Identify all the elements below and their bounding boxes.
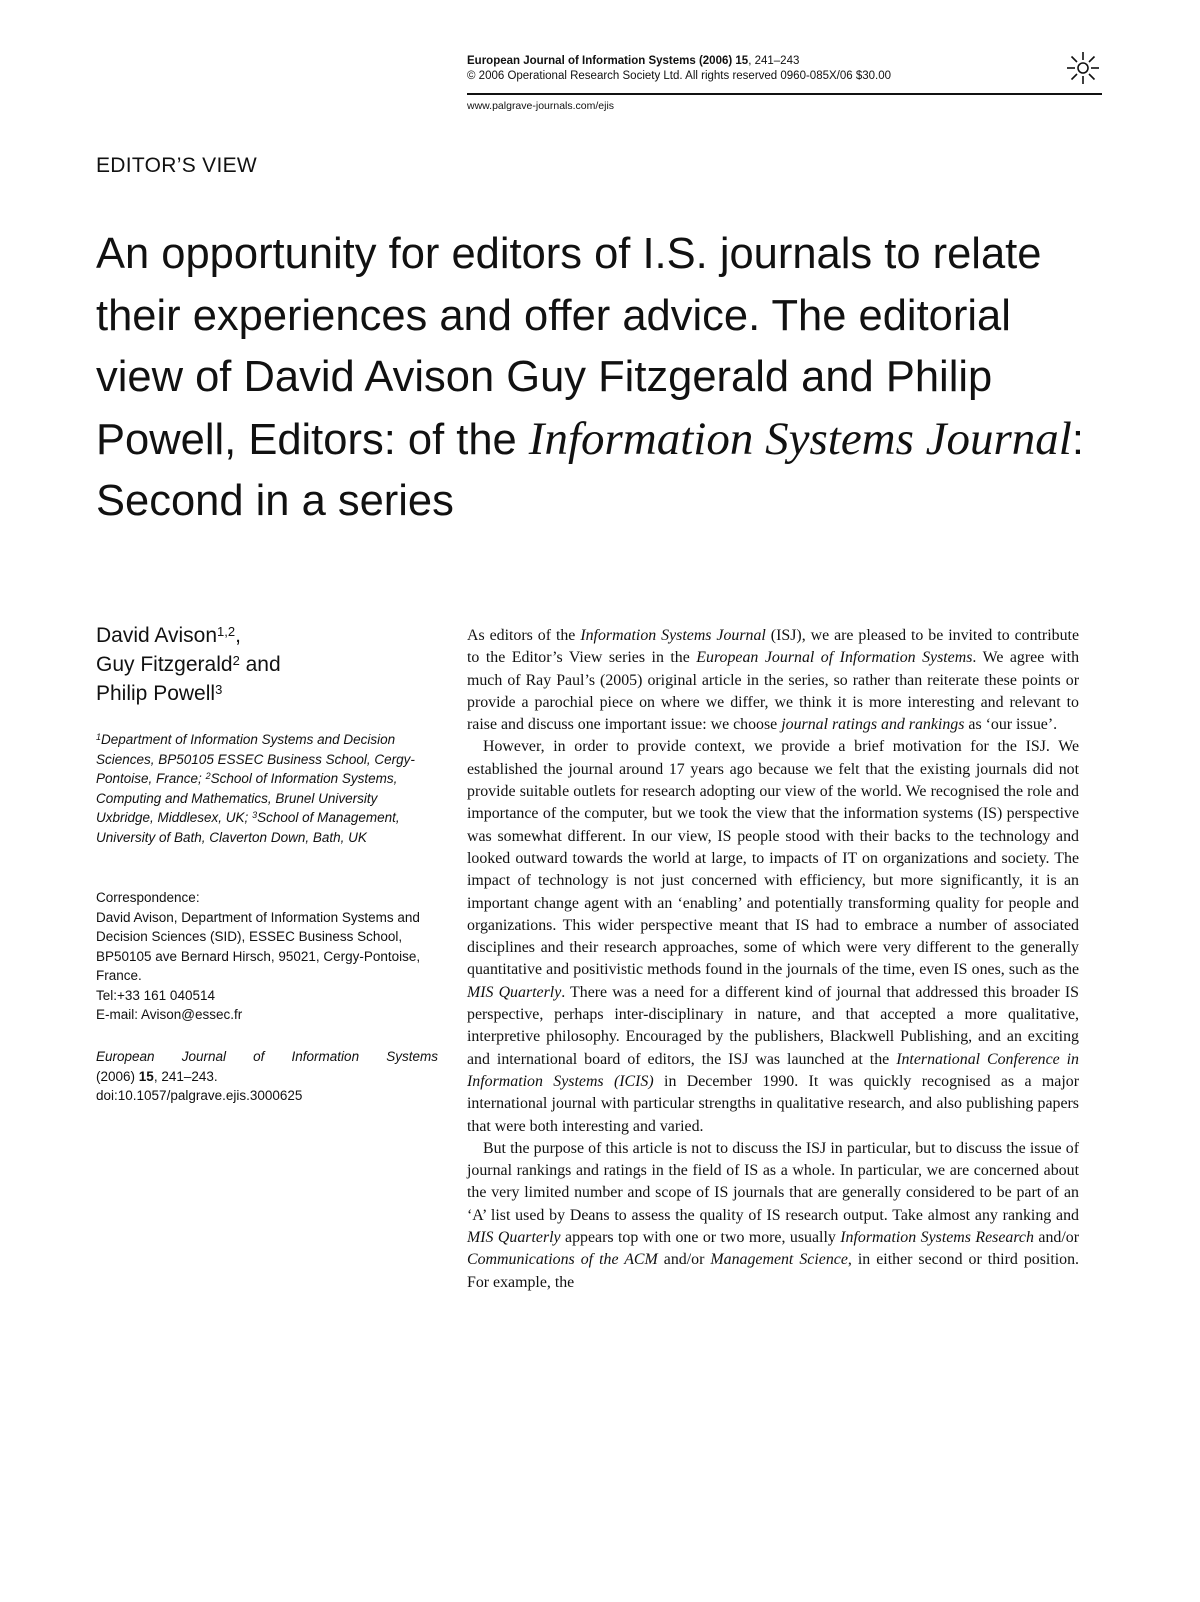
author-list (96, 621, 281, 708)
journal-url[interactable]: www.palgrave-journals.com/ejis (467, 100, 615, 112)
paragraph: As editors of the Information Systems Journal (ISJ), we are pleased to be invited to contribute to the Editor’s View series in the European Journal of Information Systems. We agree with much of Ray Paul’s (2005) original article in the series, so rather than reiterate these points or provide a parochial piece on where we differ, we think it is more interesting and relevant to raise and discuss one important issue: we choose journal ratings and rankings as ‘our issue’. (467, 627, 1080, 734)
title-part-1: An opportunity for editors of I.S. journals to relate their experiences and offer advice. The editorial view of David Avison Guy Fitzgerald and Philip Powell, Editors: of the (96, 230, 1042, 464)
title-italic: Information Systems Journal (528, 412, 1072, 465)
journal-volume: 15 (735, 55, 749, 67)
correspondence-address: David Avison, Department of Information Systems and Decision Sciences (SID), ESSEC Business School, BP50105 ave Bernard Hirsch, 95021, Cergy-Pontoise, France. (96, 909, 421, 983)
author-item: Guy Fitzgerald$^2$ and (96, 653, 281, 676)
citation-volume: 15 (138, 1068, 154, 1084)
section-label: EDITOR’S VIEW (96, 154, 258, 177)
affiliations: $^1$Department of Information Systems and Decision Sciences, BP50105 ESSEC Business School, Cergy-Pontoise, France; $^2$School of Information Systems, Computing and Mathematics, Brunel University Uxbridge, Middlesex, UK; $^3$School of Management, University of Bath, Claverton Down, Bath, UK (96, 732, 415, 845)
copyright-line: © 2006 Operational Research Society Ltd. All rights reserved 0960-085X/06 $30.00 (467, 70, 892, 82)
paragraph: However, in order to provide context, we provide a brief motivation for the ISJ. We established the journal around 17 years ago because we felt that the existing journals did not provide suitable outlets for research adopting our view of the world. We recognised the role and importance of the computer, but we took the view that the information systems (IS) perspective was somewhat different. In our view, IS people stood with their backs to the technology and looked outward towards the world at large, to impacts of IT on organizations and society. The impact of technology is not just concerned with efficiency, but more significantly, it is an important change agent with an ‘enabling’ and potentially transforming quality for people and organizations. This wider perspective meant that IS had to embrace a number of associated disciplines and their research approaches, some of which were very different to the generally quantitative and positivistic methods found in the journals of the time, even IS ones, such as the MIS Quarterly. There was a need for a different kind of journal that addressed this broader IS perspective, perhaps inter-disciplinary in nature, and that accepted a more qualitative, interpretive philosophy. Encouraged by the publishers, Blackwell Publishing, and an exciting and international board of editors, the ISJ was launched at the International Conference in Information Systems (ICIS) in December 1990. It was quickly recognised as a major international journal with particular strengths in qualitative research, and also publishing papers that were both interesting and varied. (467, 738, 1080, 1135)
publisher-logo-icon (1065, 50, 1101, 86)
affiliation-2: School of Information Systems, Computing and Mathematics, Brunel University Uxbridge, Middlesex, UK; (96, 771, 398, 825)
header-rule (467, 93, 1102, 95)
journal-pages: , 241–243 (748, 55, 800, 67)
paragraph: But the purpose of this article is not to discuss the ISJ in particular, but to discuss the issue of journal rankings and ratings in the field of IS as a whole. In particular, we are concerned about the very limited number and scope of IS journals that are generally considered to be part of an ‘A’ list used by Deans to assess the quality of IS research output. Take almost any ranking and MIS Quarterly appears top with one or two more, usually Information Systems Research and/or Communications of the ACM and/or Management Science, in either second or third position. For example, the (467, 1139, 1080, 1291)
author-item: David Avison$^{1,2}$, (96, 624, 241, 647)
running-header (467, 54, 1102, 112)
journal-name: European Journal of Information Systems (2006) (467, 55, 733, 67)
article-title (96, 224, 1096, 533)
title-part-2: : Second in a series (96, 415, 1084, 525)
affiliation-1: Department of Information Systems and Decision Sciences, BP50105 ESSEC Business School, Cergy-Pontoise, France; (96, 732, 415, 786)
author-item: Philip Powell$^3$ (96, 682, 223, 705)
citation-journal: European Journal of Information Systems (96, 1049, 438, 1064)
article-body (467, 625, 1079, 1294)
journal-line (467, 54, 1102, 69)
correspondence (96, 888, 438, 1025)
correspondence-label: Correspondence: (96, 890, 200, 905)
citation: European Journal of Information Systems (2006) 15, 241–243. doi:10.1057/palgrave.ejis.3000625 (96, 1047, 438, 1106)
citation-doi[interactable]: doi:10.1057/palgrave.ejis.3000625 (96, 1088, 303, 1103)
affiliation-3: School of Management, University of Bath, Claverton Down, Bath, UK (96, 810, 400, 845)
correspondence-email[interactable]: E-mail: Avison@essec.fr (96, 1007, 243, 1022)
correspondence-tel: Tel:+33 161 040514 (96, 987, 215, 1003)
